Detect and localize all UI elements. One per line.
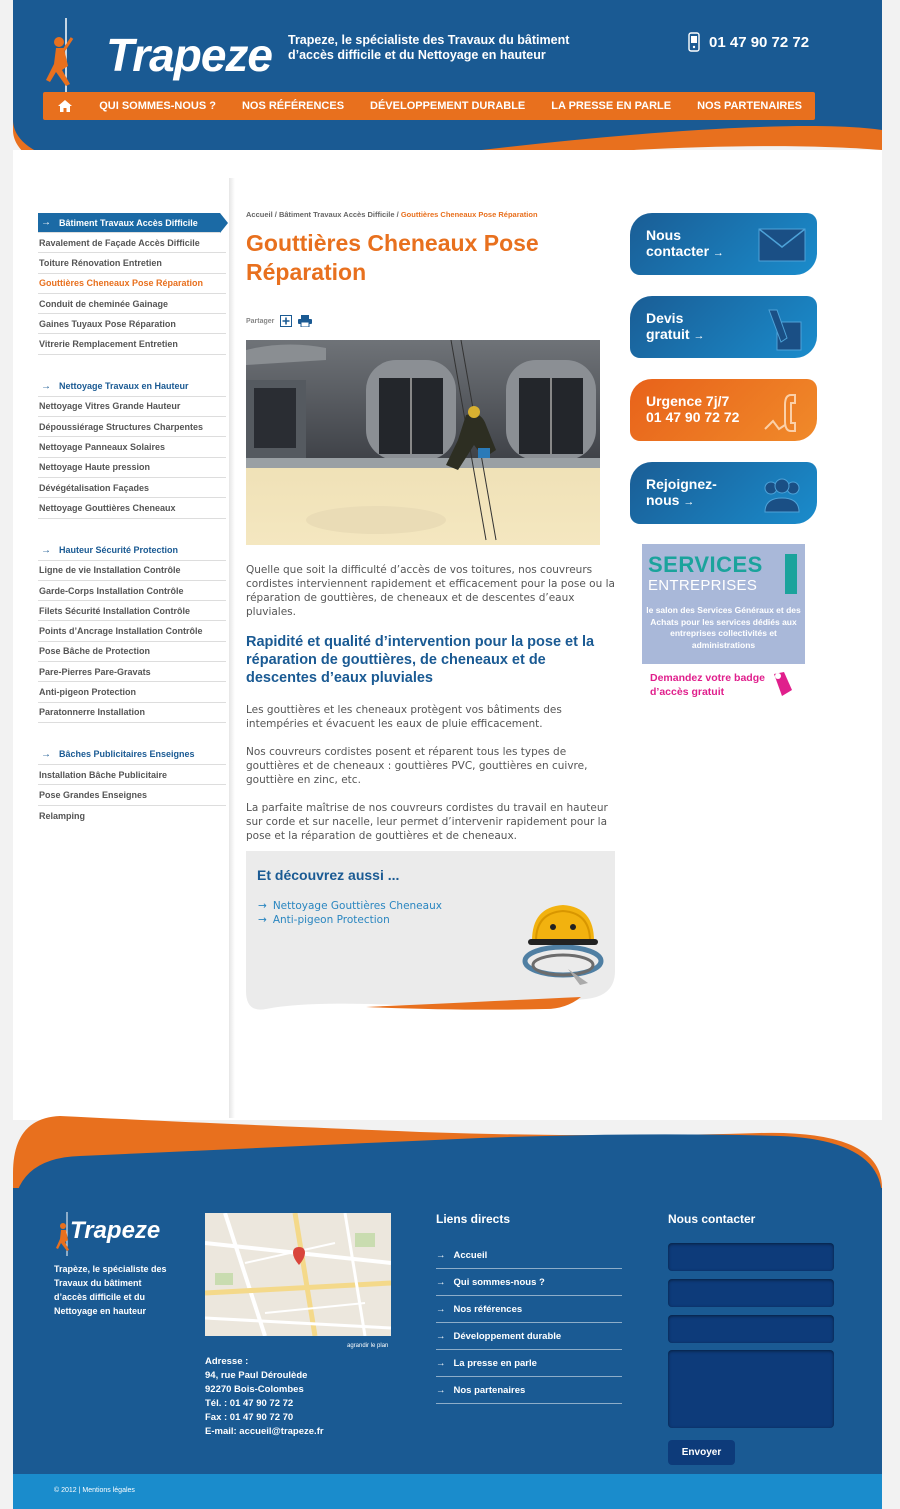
arrow-right-icon: → — [436, 1330, 446, 1342]
sidebar-heading[interactable] — [38, 377, 226, 397]
sidebar-item[interactable]: Ravalement de Façade Accès Difficile — [38, 233, 226, 253]
nav-home[interactable] — [43, 100, 86, 112]
sidebar-heading-label: Bâtiment Travaux Accès Difficile — [59, 217, 198, 228]
add-share-icon[interactable] — [280, 315, 292, 327]
discover-link[interactable] — [258, 899, 442, 913]
ad-description: le salon des Services Généraux et des Achats pour les services dédiés aux entreprises collectivités et administrations — [646, 605, 801, 650]
body-paragraph: Les gouttières et les cheneaux protègent vos bâtiments des intempéries et évacuent les eaux de pluie efficacement. — [246, 704, 562, 730]
arrow-right-icon: → — [436, 1357, 446, 1369]
emergency-cta-button[interactable] — [630, 379, 817, 441]
sidebar-item[interactable]: Pose Grandes Enseignes — [38, 785, 226, 805]
footer-link-label: Nos partenaires — [453, 1384, 526, 1396]
quote-cta-button[interactable] — [630, 296, 817, 358]
cta-label: Rejoignez- — [646, 476, 717, 492]
contact-form-title: Nous contacter — [668, 1212, 756, 1226]
address-city: 92270 Bois-Colombes — [205, 1384, 304, 1395]
sidebar-heading-label: Bâches Publicitaires Enseignes — [59, 749, 195, 760]
discover-links — [258, 899, 442, 927]
mobile-phone-icon — [688, 32, 700, 52]
direct-links-title: Liens directs — [436, 1212, 511, 1226]
breadcrumb-current: Gouttières Cheneaux Pose Réparation — [400, 210, 538, 219]
arrow-right-icon: → — [41, 544, 51, 556]
enlarge-map-link[interactable]: agrandir le plan — [347, 1343, 389, 1349]
footer-link[interactable] — [436, 1269, 622, 1296]
footer-link-label: La presse en parle — [453, 1357, 537, 1369]
sidebar-item[interactable]: Points d’Ancrage Installation Contrôle — [38, 621, 226, 641]
sidebar-group — [38, 745, 226, 826]
sidebar-item[interactable]: Gaines Tuyaux Pose Réparation — [38, 314, 226, 334]
climber-logo-icon — [44, 18, 84, 98]
intro-paragraph: Quelle que soit la difficulté d’accès de vos toitures, nos couvreurs cordistes interviennent rapidement et efficacement pour la pose ou la réparation de gouttières, de cheneaux et de descentes d’eaux pluviales. — [246, 564, 615, 618]
footer-link[interactable] — [436, 1377, 622, 1404]
discover-box — [246, 851, 615, 1013]
pen-document-icon — [763, 308, 807, 352]
footer-link[interactable] — [436, 1242, 622, 1269]
direct-links — [436, 1242, 622, 1404]
sidebar-heading[interactable] — [38, 213, 220, 233]
cta-label: contacter — [646, 243, 710, 259]
arrow-right-icon: → — [436, 1249, 446, 1261]
cta-label: Nous — [646, 227, 681, 243]
cta-label: Urgence 7j/7 — [646, 393, 730, 409]
footer-address — [205, 1355, 324, 1439]
cta-label: nous — [646, 492, 680, 508]
nav-item-partenaires[interactable]: NOS PARTENAIRES — [697, 100, 802, 112]
print-icon[interactable] — [298, 315, 312, 327]
ad-subtitle: ENTREPRISES — [648, 577, 758, 594]
header-phone-number: 01 47 90 72 72 — [709, 33, 810, 51]
page-title: Gouttières Cheneaux Pose Réparation — [246, 230, 539, 285]
services-entreprises-ad[interactable] — [642, 544, 805, 706]
discover-link[interactable] — [258, 913, 442, 927]
gutter-work-photo — [246, 340, 600, 545]
envelope-icon — [757, 225, 807, 263]
sidebar-item[interactable]: Filets Sécurité Installation Contrôle — [38, 601, 226, 621]
breadcrumb: Accueil / Bâtiment Travaux Accès Difficile / Gouttières Cheneaux Pose Réparation — [246, 210, 538, 219]
header-phone — [688, 32, 809, 52]
discover-link-label: Anti-pigeon Protection — [272, 914, 390, 926]
nav-item-references[interactable]: NOS RÉFÉRENCES — [241, 100, 345, 112]
home-icon — [58, 100, 72, 112]
sidebar-item[interactable]: Dépoussiérage Structures Charpentes — [38, 417, 226, 437]
address-phone: Tél. : 01 47 90 72 72 — [205, 1398, 294, 1409]
badge-icon — [770, 670, 794, 698]
sidebar-group — [38, 541, 226, 723]
sidebar-heading[interactable] — [38, 745, 226, 765]
sidebar-item[interactable]: Garde-Corps Installation Contrôle — [38, 581, 226, 601]
footer-link-label: Qui sommes-nous ? — [453, 1276, 545, 1288]
arrow-right-icon: → — [712, 247, 724, 259]
arrow-right-icon: → — [258, 914, 267, 926]
footer-link[interactable] — [436, 1296, 622, 1323]
sidebar-group — [38, 213, 226, 355]
body-paragraph: La parfaite maîtrise de nos couvreurs cordistes du travail en hauteur sur corde et sur nacelle, leur permet d’intervenir rapidement pour la pose et la réparation de gouttières et de cheneaux. — [246, 802, 608, 842]
footer-link-label: Nos références — [453, 1303, 523, 1315]
main-nav — [43, 92, 815, 120]
sidebar-item[interactable]: Nettoyage Haute pression — [38, 458, 226, 478]
sidebar — [38, 213, 226, 848]
sidebar-item[interactable]: Vitrerie Remplacement Entretien — [38, 334, 226, 354]
location-map[interactable] — [205, 1213, 391, 1336]
sidebar-item[interactable]: Conduit de cheminée Gainage — [38, 294, 226, 314]
address-street: 94, rue Paul Déroulède — [205, 1370, 308, 1381]
header-tagline: Trapeze, le spécialiste des Travaux du bâtiment d’accès difficile et du Nettoyage en hauteur — [288, 33, 570, 62]
arrow-right-icon: → — [258, 900, 267, 912]
cta-label: Devis — [646, 310, 684, 326]
sidebar-item[interactable]: Pare-Pierres Pare-Gravats — [38, 662, 226, 682]
nav-item-developpement-durable[interactable]: DÉVELOPPEMENT DURABLE — [370, 100, 526, 112]
ad-cta[interactable]: Demandez votre badge d’accès gratuit — [650, 672, 765, 698]
logo-text: Trapeze — [106, 29, 273, 81]
sidebar-group — [38, 377, 226, 519]
arrow-right-icon: → — [436, 1303, 446, 1315]
climbing-helmet-icon — [518, 899, 608, 989]
nav-item-qui-sommes-nous[interactable]: QUI SOMMES-NOUS ? — [99, 100, 216, 112]
sidebar-item[interactable]: Nettoyage Vitres Grande Hauteur — [38, 397, 226, 417]
contact-message-textarea[interactable] — [668, 1350, 834, 1428]
sidebar-item[interactable]: Ligne de vie Installation Contrôle — [38, 561, 226, 581]
sidebar-divider — [229, 178, 235, 1118]
sidebar-item[interactable]: Anti-pigeon Protection — [38, 682, 226, 702]
logo[interactable] — [44, 16, 274, 96]
arrow-right-icon: → — [693, 330, 705, 342]
join-cta-button[interactable] — [630, 462, 817, 524]
expo-badge-icon — [785, 554, 797, 594]
footer-link[interactable] — [436, 1350, 622, 1377]
arrow-right-icon: → — [41, 380, 51, 392]
discover-link-label: Nettoyage Gouttières Cheneaux — [272, 900, 442, 912]
discover-title: Et découvrez aussi ... — [257, 867, 400, 883]
breadcrumb-home[interactable]: Accueil — [246, 210, 273, 219]
share-bar — [246, 315, 616, 327]
arrow-right-icon: → — [41, 748, 51, 760]
send-button[interactable]: Envoyer — [668, 1440, 735, 1465]
share-label: Partager — [246, 317, 275, 325]
sidebar-item[interactable]: Paratonnerre Installation — [38, 703, 226, 723]
contact-cta-button[interactable] — [630, 213, 817, 275]
footer-bottom-bar — [13, 1474, 882, 1509]
footer-logo-text: Trapeze — [70, 1217, 161, 1244]
sidebar-item[interactable]: Pose Bâche de Protection — [38, 642, 226, 662]
sidebar-item[interactable]: Dévégétalisation Façades — [38, 478, 226, 498]
arrow-right-icon: → — [683, 496, 695, 508]
section-subtitle: Rapidité et qualité d’intervention pour la pose et la réparation de gouttières, de cheneaux et de descentes d’eaux pluviales — [246, 634, 595, 686]
sidebar-item[interactable]: Relamping — [39, 810, 86, 821]
sidebar-heading-label: Hauteur Sécurité Protection — [59, 545, 179, 556]
sidebar-item[interactable]: Toiture Rénovation Entretien — [38, 253, 226, 273]
sidebar-heading[interactable] — [38, 541, 226, 561]
breadcrumb-parent[interactable]: Bâtiment Travaux Accès Difficile — [278, 210, 395, 219]
sidebar-item[interactable]: Nettoyage Panneaux Solaires — [38, 437, 226, 457]
footer-link-label: Accueil — [453, 1249, 488, 1261]
contact-name-input[interactable] — [668, 1243, 834, 1271]
sidebar-item[interactable]: Installation Bâche Publicitaire — [38, 765, 226, 785]
contact-email-input[interactable] — [668, 1279, 834, 1307]
footer-link-label: Développement durable — [453, 1330, 562, 1342]
telephone-icon — [763, 391, 807, 435]
cta-phone: 01 47 90 72 72 — [646, 409, 740, 425]
arrow-right-icon: → — [436, 1276, 446, 1288]
article — [246, 210, 616, 857]
footer-link[interactable] — [436, 1323, 622, 1350]
contact-phone-input[interactable] — [668, 1315, 834, 1343]
sidebar-item[interactable]: Nettoyage Gouttières Cheneaux — [38, 498, 226, 518]
body-paragraph: Nos couvreurs cordistes posent et réparent tous les types de gouttières et de cheneaux : gouttières PVC, gouttières en cuivre, gouttière en zinc, etc. — [246, 746, 588, 786]
sidebar-heading-label: Nettoyage Travaux en Hauteur — [59, 381, 189, 392]
people-icon — [757, 474, 807, 514]
footer-logo[interactable] — [55, 1212, 165, 1261]
nav-item-presse[interactable]: LA PRESSE EN PARLE — [551, 100, 672, 112]
ad-title: SERVICES — [648, 552, 763, 577]
address-label: Adresse : — [205, 1356, 249, 1367]
sidebar-item-current[interactable]: Gouttières Cheneaux Pose Réparation — [38, 274, 226, 294]
arrow-right-icon: → — [41, 217, 51, 228]
footer-tagline: Trapèze, le spécialiste des Travaux du bâtiment d’accès difficile et du Nettoyage en hauteur — [54, 1264, 167, 1316]
address-email[interactable]: E-mail: accueil@trapeze.fr — [205, 1426, 324, 1437]
address-fax: Fax : 01 47 90 72 70 — [205, 1412, 294, 1423]
copyright-legal[interactable]: © 2012 | Mentions légales — [54, 1487, 135, 1494]
cta-label: gratuit — [646, 326, 690, 342]
arrow-right-icon: → — [436, 1384, 446, 1396]
